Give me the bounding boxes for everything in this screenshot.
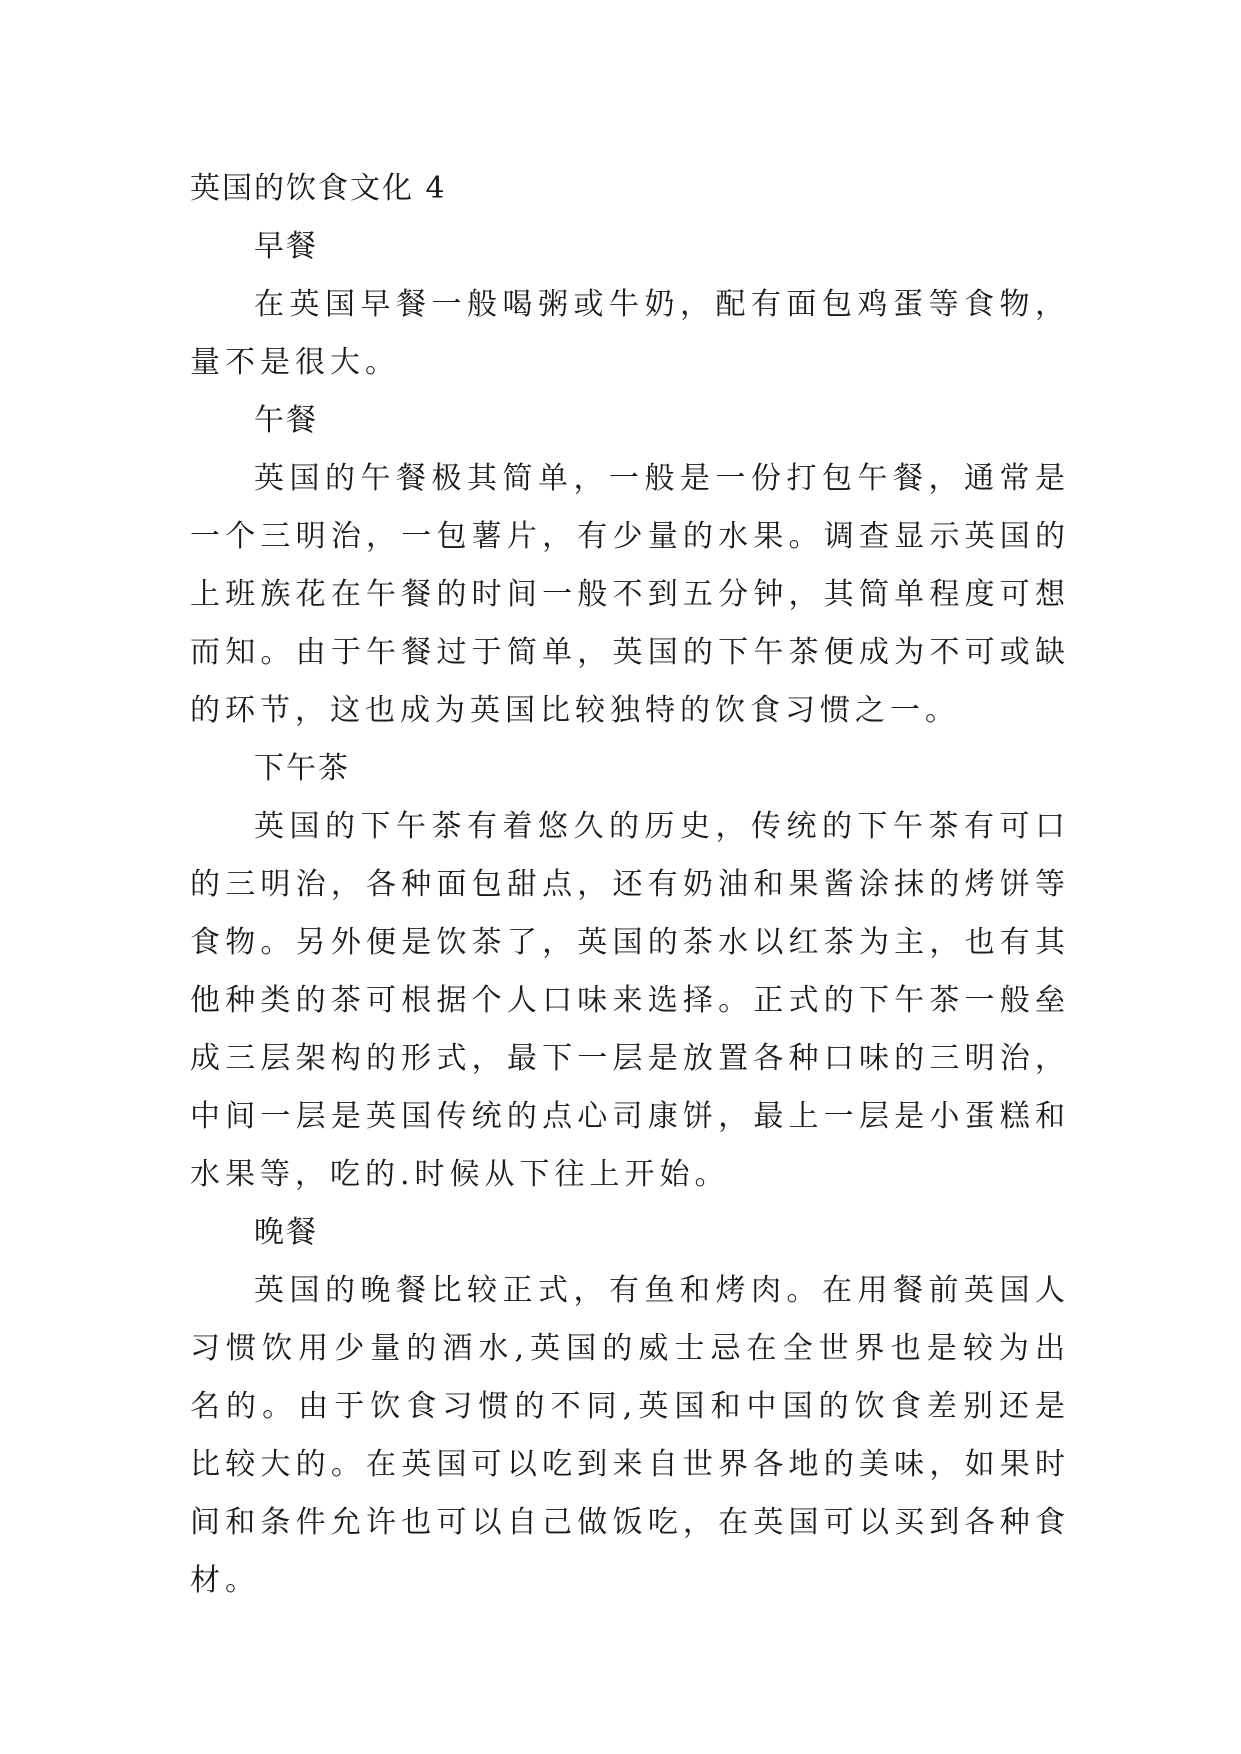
section-heading-dinner: 晚餐 xyxy=(254,1215,318,1250)
section-paragraph-afternoon-tea: 英国的下午茶有着悠久的历史，传统的下午茶有可口的三明治，各种面包甜点，还有奶油和果酱涂抹的烤饼等食物。另外便是饮茶了，英国的茶水以红茶为主，也有其他种类的茶可根据个人口味来选择。正式的下午茶一般垒成三层架构的形式，最下一层是放置各种口味的三明治，中间一层是英国传统的点心司康饼，最上一层是小蛋糕和水果等，吃的.时候从下往上开始。 xyxy=(190,809,1070,1192)
document-page xyxy=(190,160,1070,1610)
section-paragraph-breakfast: 在英国早餐一般喝粥或牛奶，配有面包鸡蛋等食物，量不是很大。 xyxy=(190,287,1070,380)
section-heading-lunch: 午餐 xyxy=(254,403,318,438)
section-heading-breakfast: 早餐 xyxy=(254,229,318,264)
section-paragraph-lunch: 英国的午餐极其简单，一般是一份打包午餐，通常是一个三明治，一包薯片，有少量的水果。调查显示英国的上班族花在午餐的时间一般不到五分钟，其简单程度可想而知。由于午餐过于简单，英国的下午茶便成为不可或缺的环节，这也成为英国比较独特的饮食习惯之一。 xyxy=(190,461,1070,728)
section-lunch xyxy=(190,392,1070,740)
section-paragraph-dinner: 英国的晚餐比较正式，有鱼和烤肉。在用餐前英国人习惯饮用少量的酒水,英国的威士忌在全世界也是较为出名的。由于饮食习惯的不同,英国和中国的饮食差别还是比较大的。在英国可以吃到来自世界各地的美味，如果时间和条件允许也可以自己做饭吃，在英国可以买到各种食材。 xyxy=(190,1273,1070,1598)
section-afternoon-tea xyxy=(190,740,1070,1204)
section-dinner xyxy=(190,1204,1070,1610)
section-heading-afternoon-tea: 下午茶 xyxy=(254,751,350,786)
section-breakfast xyxy=(190,218,1070,392)
document-title: 英国的饮食文化 4 xyxy=(190,171,447,206)
